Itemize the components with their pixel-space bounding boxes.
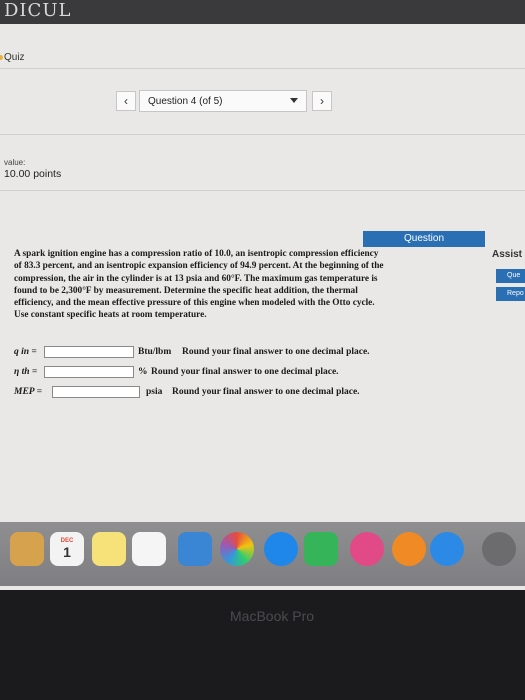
problem-line: of 83.3 percent, and an isentropic expansion efficiency of 94.9 percent. At the beginning of the [14, 261, 384, 272]
points-value: 10.00 points [4, 168, 62, 180]
answer-instruction: Round your final answer to one decimal place. [151, 367, 339, 377]
topbar-title: DICUL [4, 0, 72, 21]
question-select-label: Question 4 (of 5) [148, 96, 223, 107]
problem-line: Use constant specific heats at room temperature. [14, 310, 207, 321]
next-question-button[interactable] [312, 91, 332, 111]
problem-text [14, 248, 482, 322]
app-store-icon[interactable] [430, 532, 464, 566]
system-preferences-icon[interactable] [482, 532, 516, 566]
reminders-icon[interactable] [132, 532, 166, 566]
calendar-icon[interactable] [50, 532, 84, 566]
answer-instruction: Round your final answer to one decimal place. [182, 347, 370, 357]
calendar-month: DEC [60, 538, 74, 544]
notes-icon[interactable] [92, 532, 126, 566]
dropdown-arrow-icon [290, 98, 298, 103]
problem-line: efficiency, and the mean effective pressure of this engine when modeled with the Otto cycle. [14, 298, 375, 309]
answer-symbol: MEP = [14, 387, 43, 397]
answer-row-thermal-efficiency [14, 366, 484, 380]
problem-line: A spark ignition engine has a compression ratio of 10.0, an isentropic compression efficiency [14, 249, 379, 259]
answer-instruction: Round your final answer to one decimal place. [172, 387, 360, 397]
report-button[interactable]: Repo [496, 287, 525, 301]
divider [0, 190, 525, 191]
previous-question-button[interactable] [116, 91, 136, 111]
quiz-dot-icon [0, 55, 3, 60]
answer-unit: psia [146, 387, 163, 397]
preview-icon[interactable] [178, 532, 212, 566]
divider [0, 68, 525, 69]
mean-effective-pressure-input[interactable] [52, 386, 140, 398]
top-bar [0, 0, 525, 24]
assistance-title: Assist [492, 249, 523, 260]
problem-line: compression, the air in the cylinder is at 13 psia and 60°F. The maximum gas temperature is [14, 273, 378, 284]
answer-unit: % [138, 367, 148, 377]
itunes-icon[interactable] [350, 532, 384, 566]
value-label: value: [4, 158, 26, 167]
quiz-label: Quiz [4, 52, 25, 63]
problem-line: found to be 2,300°F by measurement. Determine the specific heat addition, the thermal [14, 285, 358, 296]
question-select[interactable] [139, 90, 307, 112]
calendar-day: 1 [63, 544, 71, 560]
chevron-right-icon: › [320, 94, 324, 108]
answer-row-mean-effective-pressure [14, 386, 484, 400]
question-help-button[interactable]: Que [496, 269, 525, 283]
answer-row-heat-addition [14, 346, 484, 360]
heat-addition-input[interactable] [44, 346, 134, 358]
divider [0, 134, 525, 135]
ibooks-icon[interactable] [392, 532, 426, 566]
tab-question[interactable]: Question [363, 231, 485, 247]
launchpad-icon[interactable] [10, 532, 44, 566]
answer-unit: Btu/lbm [138, 347, 172, 357]
thermal-efficiency-input[interactable] [44, 366, 134, 378]
facetime-icon[interactable] [304, 532, 338, 566]
answer-symbol: η th = [14, 367, 38, 377]
messages-icon[interactable] [264, 532, 298, 566]
macbook-label: MacBook Pro [230, 608, 315, 624]
chevron-left-icon: ‹ [124, 94, 128, 108]
answer-symbol: q in = [14, 347, 37, 357]
photos-icon[interactable] [220, 532, 254, 566]
